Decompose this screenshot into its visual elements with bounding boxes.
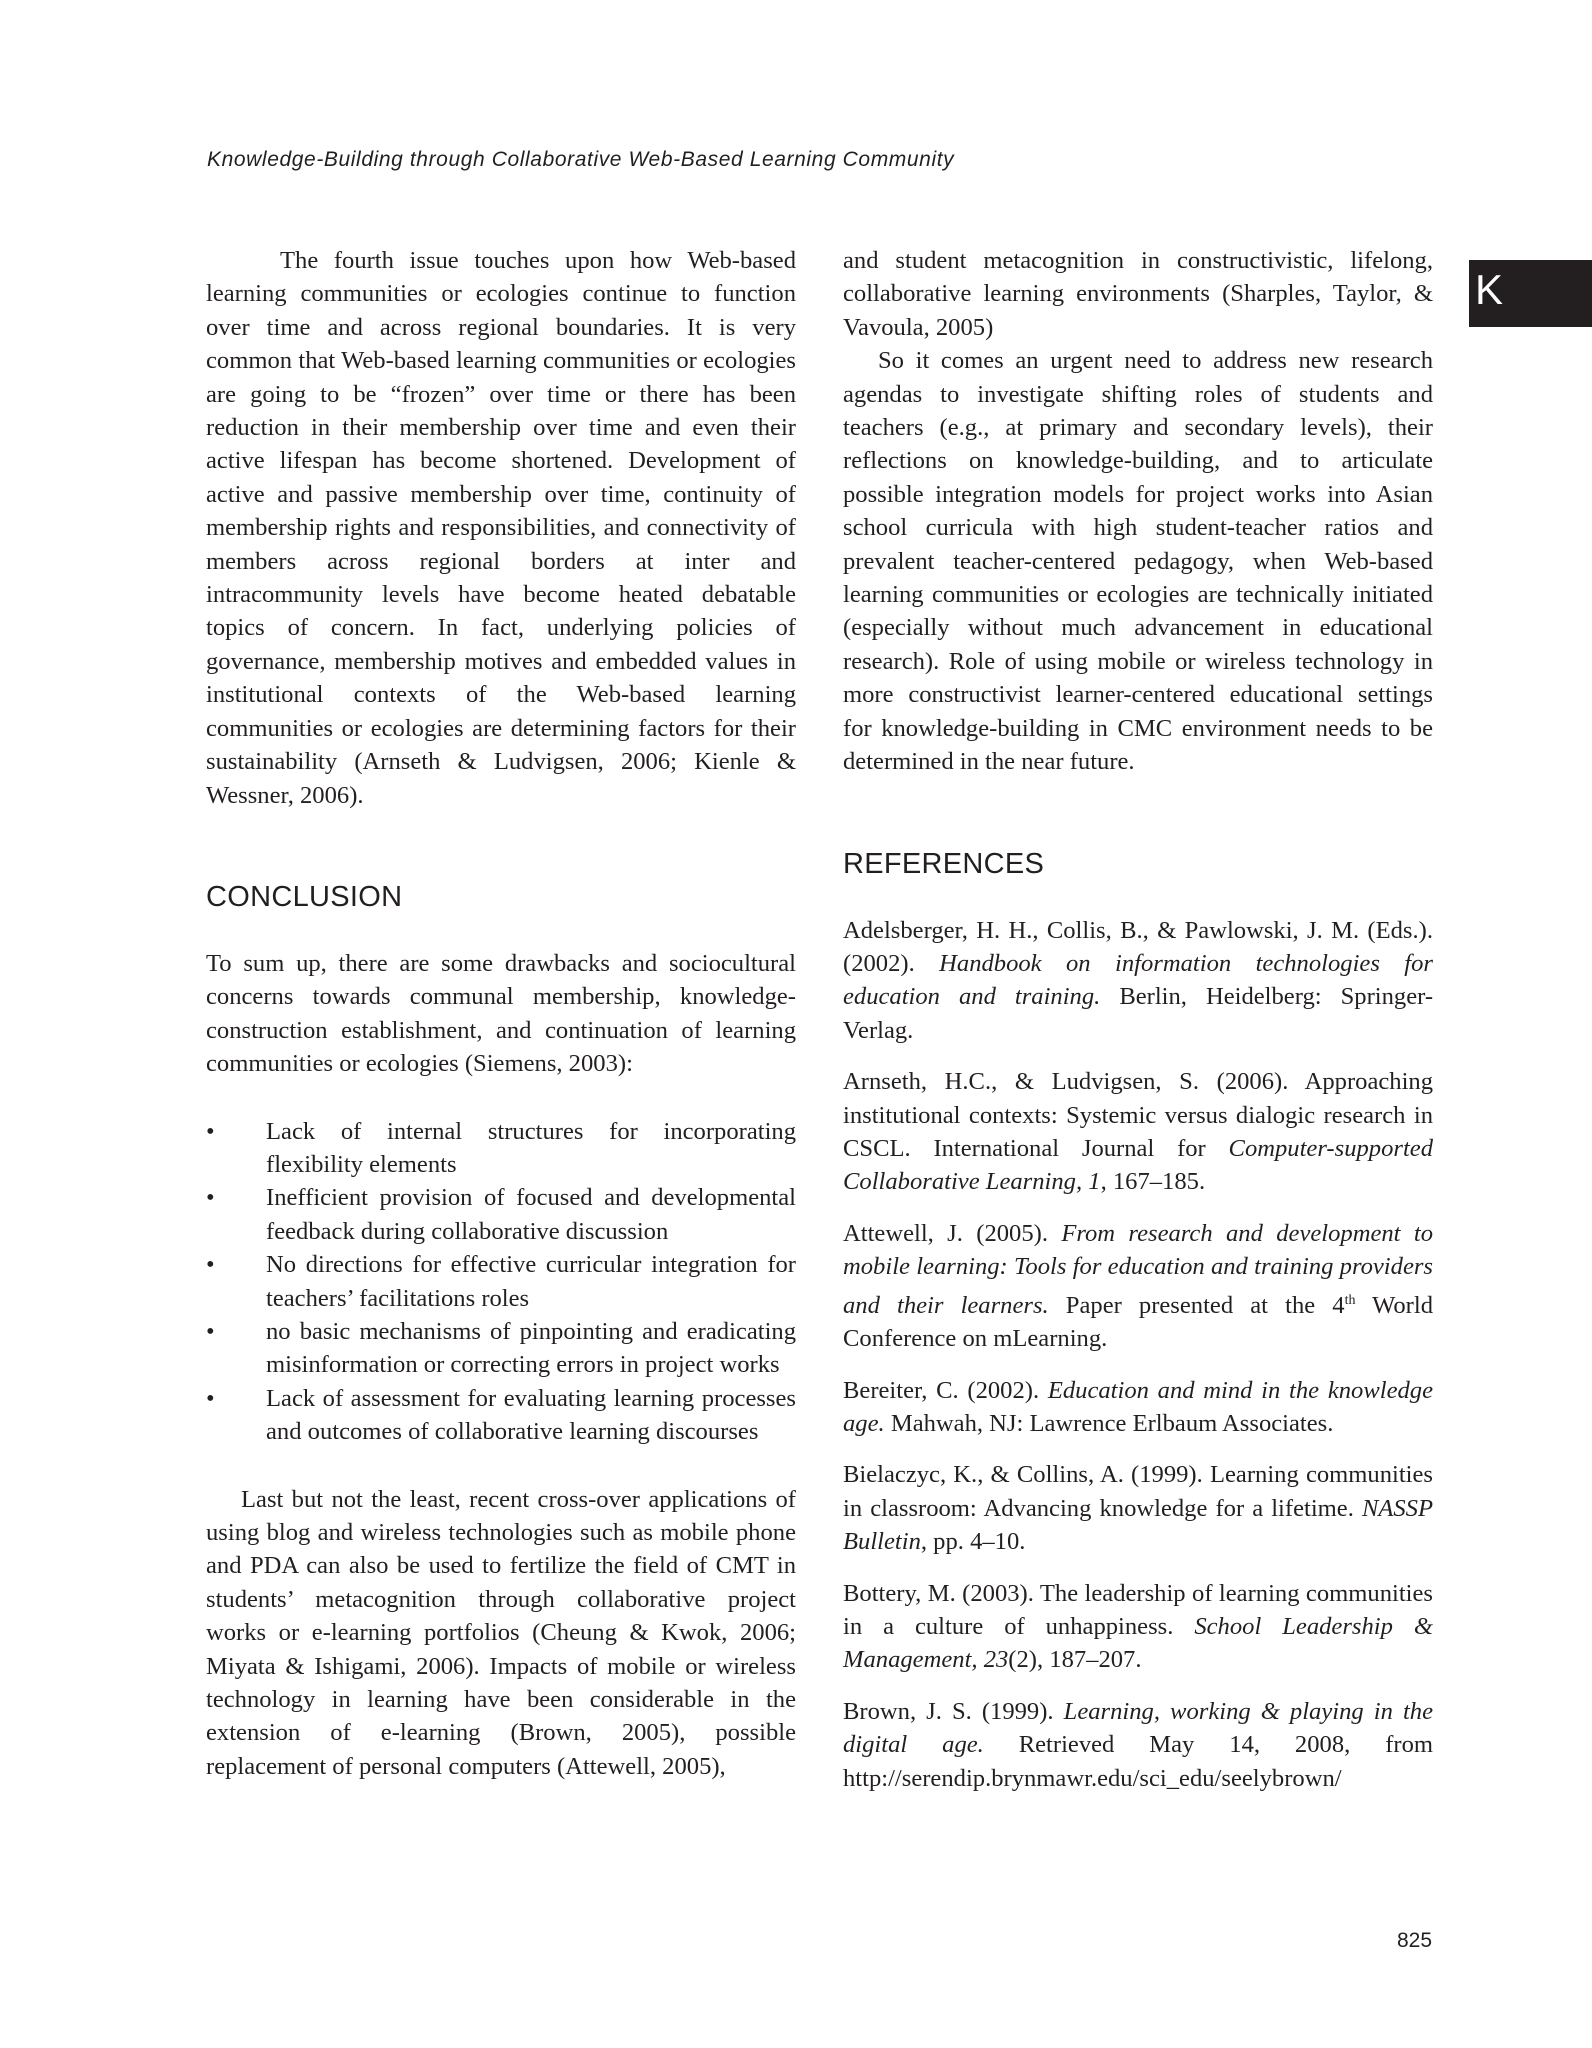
reference-entry: Attewell, J. (2005). From research and development to mobile learning: Tools for education and training providers and their learners. Paper presented at the 4th World Conference on mLearning. bbox=[843, 1219, 1433, 1353]
conclusion-intro: To sum up, there are some drawbacks and sociocultural concerns towards communal membership, knowledge-construction establishment, and continuation of learning communities or ecologies (Siemens, 2003): bbox=[206, 949, 796, 1078]
reference-entry: Brown, J. S. (1999). Learning, working & playing in the digital age. Retrieved May 14, 2008, from http://serendip.brynmawr.edu/sci_edu/seelybrown/ bbox=[843, 1697, 1434, 1792]
reference-list bbox=[843, 914, 1433, 1796]
reference-entry: Bielaczyc, K., & Collins, A. (1999). Learning communities in classroom: Advancing knowledge for a lifetime. NASSP Bulletin, pp. 4–10. bbox=[843, 1461, 1433, 1556]
reference-entry: Adelsberger, H. H., Collis, B., & Pawlowski, J. M. (Eds.). (2002). Handbook on information technologies for education and training. Berlin, Heidelberg: Springer-Verlag. bbox=[843, 916, 1434, 1044]
list-item: • No directions for effective curricular integration for teachers’ facilitations roles bbox=[206, 1248, 796, 1315]
bullet-icon: • bbox=[206, 1117, 215, 1145]
left-column bbox=[206, 244, 796, 1783]
body-paragraph: So it comes an urgent need to address new research agendas to investigate shifting roles of students and teachers (e.g., at primary and secondary levels), their reflections on knowledge-building, and to articulate possible integration models for project works into Asian school curricula with high student-teacher ratios and prevalent teacher-centered pedagogy, when Web-based learning communities or ecologies are technically initiated (especially without much advancement in educational research). Role of using mobile or wireless technology in more constructivist learner-centered educational settings for knowledge-building in CMC environment needs to be determined in the near future. bbox=[843, 347, 1433, 776]
drawbacks-list bbox=[206, 1115, 796, 1449]
list-item: • Inefficient provision of focused and developmental feedback during collaborative discussion bbox=[206, 1181, 796, 1248]
bullet-icon: • bbox=[206, 1184, 215, 1212]
list-item: • no basic mechanisms of pinpointing and eradicating misinformation or correcting errors in project works bbox=[206, 1315, 796, 1382]
page-number: 825 bbox=[1397, 1929, 1433, 1952]
section-tab-letter: K bbox=[1469, 260, 1592, 327]
right-column bbox=[843, 244, 1433, 1813]
bullet-icon: • bbox=[206, 1317, 215, 1345]
conclusion-heading: CONCLUSION bbox=[206, 880, 403, 913]
list-item: • Lack of internal structures for incorporating flexibility elements bbox=[206, 1115, 796, 1182]
reference-entry: Arnseth, H.C., & Ludvigsen, S. (2006). Approaching institutional contexts: Systemic versus dialogic research in CSCL. International Journal for Computer-supported Collaborative Learning, 1, 167–185. bbox=[843, 1068, 1433, 1196]
running-header: Knowledge-Building through Collaborative Web-Based Learning Community bbox=[207, 148, 955, 171]
reference-entry: Bottery, M. (2003). The leadership of learning communities in a culture of unhappiness. School Leadership & Management, 23(2), 187–207. bbox=[843, 1579, 1433, 1674]
bullet-icon: • bbox=[206, 1384, 215, 1412]
list-item: • Lack of assessment for evaluating learning processes and outcomes of collaborative learning discourses bbox=[206, 1382, 796, 1449]
body-paragraph: and student metacognition in constructivistic, lifelong, collaborative learning environments (Sharples, Taylor, & Vavoula, 2005) bbox=[843, 247, 1433, 341]
body-paragraph: Last but not the least, recent cross-over applications of using blog and wireless technologies such as mobile phone and PDA can also be used to fertilize the field of CMT in students’ metacognition through collaborative project works or e-learning portfolios (Cheung & Kwok, 2006; Miyata & Ishigami, 2006). Impacts of mobile or wireless technology in learning have been considerable in the extension of e-learning (Brown, 2005), possible replacement of personal computers (Attewell, 2005), bbox=[206, 1485, 796, 1780]
body-paragraph: The fourth issue touches upon how Web-based learning communities or ecologies continue to function over time and across regional boundaries. It is very common that Web-based learning communities or ecologies are going to be “frozen” over time or there has been reduction in their membership over time and even their active lifespan has become shortened. Development of active and passive membership over time, continuity of membership rights and responsibilities, and connectivity of members across regional borders at inter and intracommunity levels have become heated debatable topics of concern. In fact, underlying policies of governance, membership motives and embedded values in institutional contexts of the Web-based learning communities or ecologies are determining factors for their sustainability (Arnseth & Ludvigsen, 2006; Kienle & Wessner, 2006). bbox=[206, 247, 796, 809]
reference-entry: Bereiter, C. (2002). Education and mind in the knowledge age. Mahwah, NJ: Lawrence Erlbaum Associates. bbox=[843, 1376, 1433, 1437]
references-heading: REFERENCES bbox=[843, 847, 1045, 880]
bullet-icon: • bbox=[206, 1251, 215, 1279]
